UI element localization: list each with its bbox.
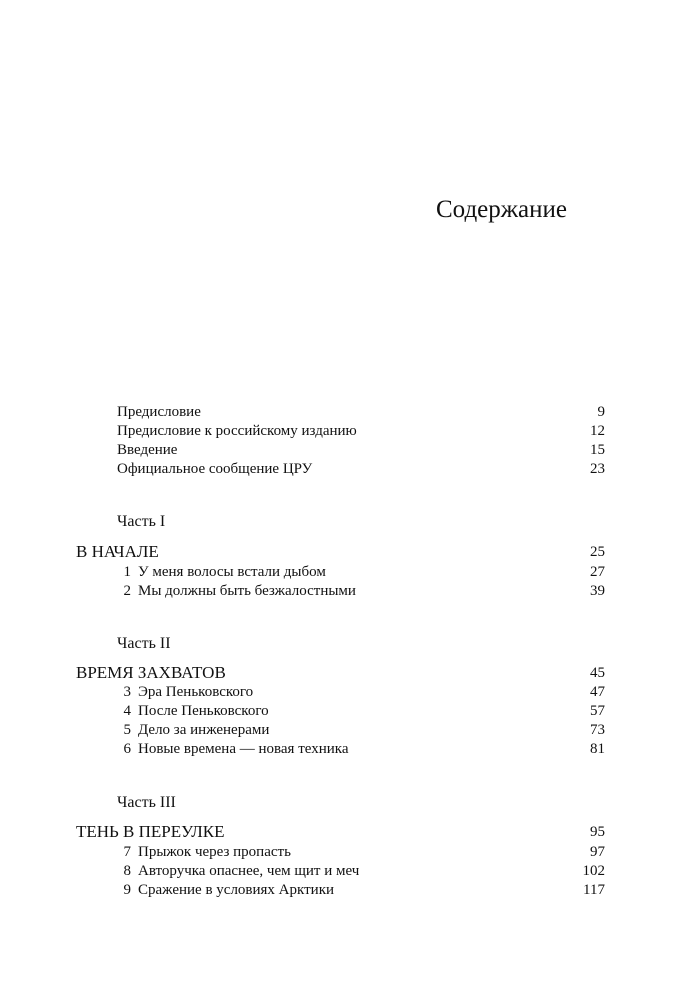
- part-label: [0, 793, 700, 813]
- toc-part-title[interactable]: [0, 540, 700, 564]
- toc-entry-title: Предисловие: [117, 404, 201, 420]
- toc-entry-title: Предисловие к российскому изданию: [117, 423, 357, 439]
- toc-entry-title: Введение: [117, 442, 178, 458]
- part-title-text: ТЕНЬ В ПЕРЕУЛКЕ: [76, 822, 225, 841]
- chapter-title: Авторучка опаснее, чем щит и меч: [138, 863, 360, 879]
- toc-chapter[interactable]: [0, 842, 700, 862]
- toc-entry-page: 39: [590, 583, 605, 599]
- chapter-number: 4: [123, 703, 131, 719]
- chapter-title: Дело за инженерами: [138, 722, 270, 738]
- toc-entry-cia-statement[interactable]: [0, 459, 700, 479]
- chapter-number: 6: [123, 741, 131, 757]
- toc-entry-title: Официальное сообщение ЦРУ: [117, 461, 313, 477]
- toc-chapter[interactable]: [0, 739, 700, 759]
- toc-part-title[interactable]: [0, 820, 700, 844]
- chapter-number: 8: [123, 863, 131, 879]
- toc-entry-page: 47: [590, 684, 605, 700]
- toc-chapter[interactable]: [0, 880, 700, 900]
- toc-entry-page: 117: [583, 882, 605, 898]
- toc-entry-page: 81: [590, 741, 605, 757]
- chapter-title: Мы должны быть безжалостными: [138, 583, 356, 599]
- toc-chapter[interactable]: [0, 861, 700, 881]
- toc-entry-preface[interactable]: [0, 402, 700, 422]
- chapter-number: 3: [123, 684, 131, 700]
- toc-entry-page: 15: [590, 442, 605, 458]
- chapter-title: Сражение в условиях Арктики: [138, 882, 335, 898]
- chapter-title: Эра Пеньковского: [138, 684, 254, 700]
- part-label-text: Часть I: [117, 513, 166, 530]
- chapter-title: Прыжок через пропасть: [138, 844, 291, 860]
- toc-entry-russian-preface[interactable]: [0, 421, 700, 441]
- part-title-text: В НАЧАЛЕ: [76, 542, 159, 561]
- toc-entry-page: 27: [590, 564, 605, 580]
- chapter-number: 5: [123, 722, 131, 738]
- toc-entry-page: 95: [590, 824, 605, 840]
- toc-entry-page: 97: [590, 844, 605, 860]
- toc-chapter[interactable]: [0, 701, 700, 721]
- toc-entry-page: 12: [590, 423, 605, 439]
- chapter-number: 1: [123, 564, 131, 580]
- chapter-number: 7: [123, 844, 131, 860]
- toc-chapter[interactable]: [0, 682, 700, 702]
- toc-entry-page: 23: [590, 461, 605, 477]
- toc-entry-page: 45: [590, 665, 605, 681]
- part-label: [0, 634, 700, 654]
- toc-chapter[interactable]: [0, 720, 700, 740]
- toc-chapter[interactable]: [0, 581, 700, 601]
- toc-entry-page: 102: [582, 863, 605, 879]
- chapter-number: 2: [123, 583, 131, 599]
- chapter-title: После Пеньковского: [138, 703, 269, 719]
- part-label: [0, 512, 700, 532]
- toc-chapter[interactable]: [0, 562, 700, 582]
- part-label-text: Часть II: [117, 635, 171, 652]
- part-title-text: ВРЕМЯ ЗАХВАТОВ: [76, 663, 226, 682]
- toc-entry-page: 9: [597, 404, 605, 420]
- chapter-title: Новые времена — новая техника: [138, 741, 349, 757]
- chapter-number: 9: [123, 882, 131, 898]
- toc-entry-page: 73: [590, 722, 605, 738]
- toc-entry-introduction[interactable]: [0, 440, 700, 460]
- chapter-title: У меня волосы встали дыбом: [138, 564, 326, 580]
- toc-entry-page: 25: [590, 544, 605, 560]
- page-title: Содержание: [436, 196, 567, 223]
- toc-entry-page: 57: [590, 703, 605, 719]
- part-label-text: Часть III: [117, 794, 176, 811]
